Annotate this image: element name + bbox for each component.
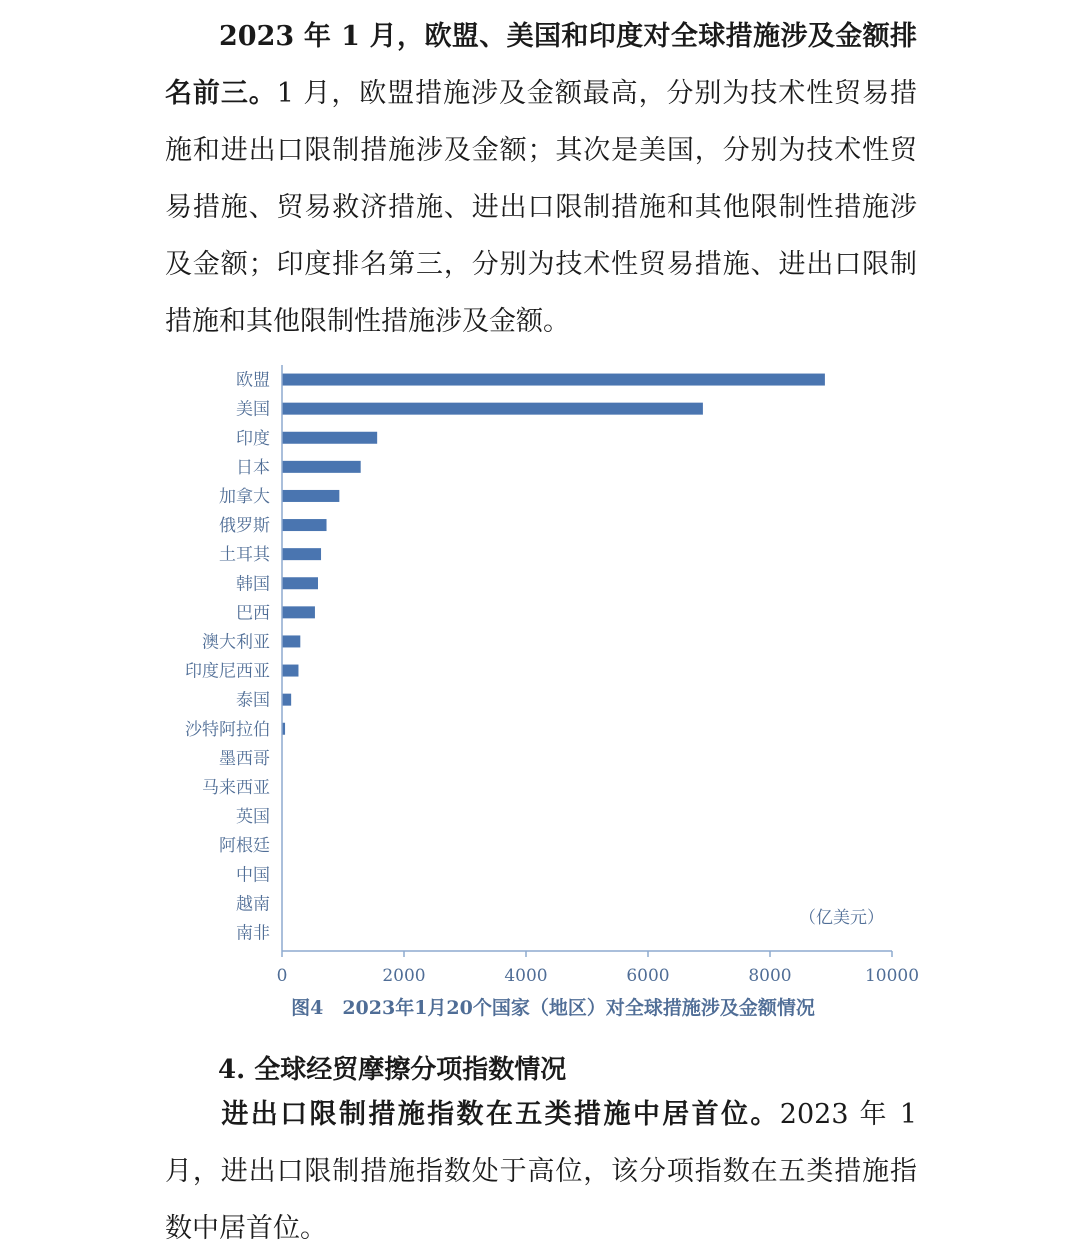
x-ticks [277, 951, 919, 986]
bar [282, 432, 377, 444]
section-heading: 4. 全球经贸摩擦分项指数情况 [218, 1046, 566, 1094]
bar [282, 490, 339, 502]
intro-paragraph [165, 8, 917, 350]
category-label: 欧盟 [236, 371, 270, 391]
category-label: 韩国 [236, 574, 270, 594]
section-body: 2023 年 1 月，进出口限制措施指数处于高位，该分项指数在五类措施指数中居首位。 [165, 1099, 917, 1244]
x-tick-label: 6000 [626, 966, 669, 986]
category-label: 美国 [236, 400, 270, 420]
category-label: 沙特阿拉伯 [185, 720, 270, 740]
category-label: 中国 [236, 865, 270, 885]
category-labels [185, 371, 271, 944]
section-bold-lead: 进出口限制措施指数在五类措施中居首位。 [219, 1099, 780, 1130]
bar [282, 577, 318, 589]
intro-bold-lead: 2023 年 1 月，欧盟、美国和印度对全球措施涉及金额排名前三。 [165, 21, 917, 109]
category-label: 英国 [236, 807, 270, 827]
x-tick-label: 10000 [865, 966, 919, 986]
section-paragraph [165, 1086, 917, 1257]
bar [282, 606, 315, 618]
category-label: 越南 [236, 894, 270, 914]
category-label: 印度 [236, 429, 270, 449]
category-label: 澳大利亚 [202, 632, 270, 652]
intro-body: 1 月，欧盟措施涉及金额最高，分别为技术性贸易措施和进出口限制措施涉及金额；其次是美国，分别为技术性贸易措施、贸易救济措施、进出口限制措施和其他限制性措施涉及金额；印度排名第三，分别为技术性贸易措施、进出口限制措施和其他限制性措施涉及金额。 [165, 78, 917, 337]
bar [282, 519, 327, 531]
bar [282, 635, 300, 647]
x-tick-label: 2000 [382, 966, 425, 986]
bar [282, 694, 291, 706]
bar [282, 548, 321, 560]
bar [282, 461, 361, 473]
category-label: 巴西 [236, 603, 270, 623]
category-label: 墨西哥 [219, 749, 270, 769]
category-label: 印度尼西亚 [185, 662, 270, 682]
unit-label: （亿美元） [799, 908, 884, 928]
bars [282, 374, 825, 939]
chart-caption: 图4 2023年1月20个国家（地区）对全球措施涉及金额情况 [291, 996, 815, 1019]
category-label: 加拿大 [219, 487, 270, 507]
x-tick-label: 8000 [748, 966, 791, 986]
category-label: 土耳其 [219, 544, 271, 565]
category-label: 俄罗斯 [219, 516, 270, 536]
bar [282, 665, 298, 677]
category-label: 南非 [236, 923, 270, 943]
bar [282, 403, 703, 415]
x-tick-label: 0 [277, 966, 288, 986]
category-label: 泰国 [236, 691, 270, 711]
category-label: 日本 [236, 458, 270, 478]
bar [282, 374, 825, 386]
category-label: 马来西亚 [202, 778, 270, 798]
category-label: 阿根廷 [219, 835, 270, 856]
bar-chart [160, 355, 940, 1035]
x-tick-label: 4000 [504, 966, 547, 986]
